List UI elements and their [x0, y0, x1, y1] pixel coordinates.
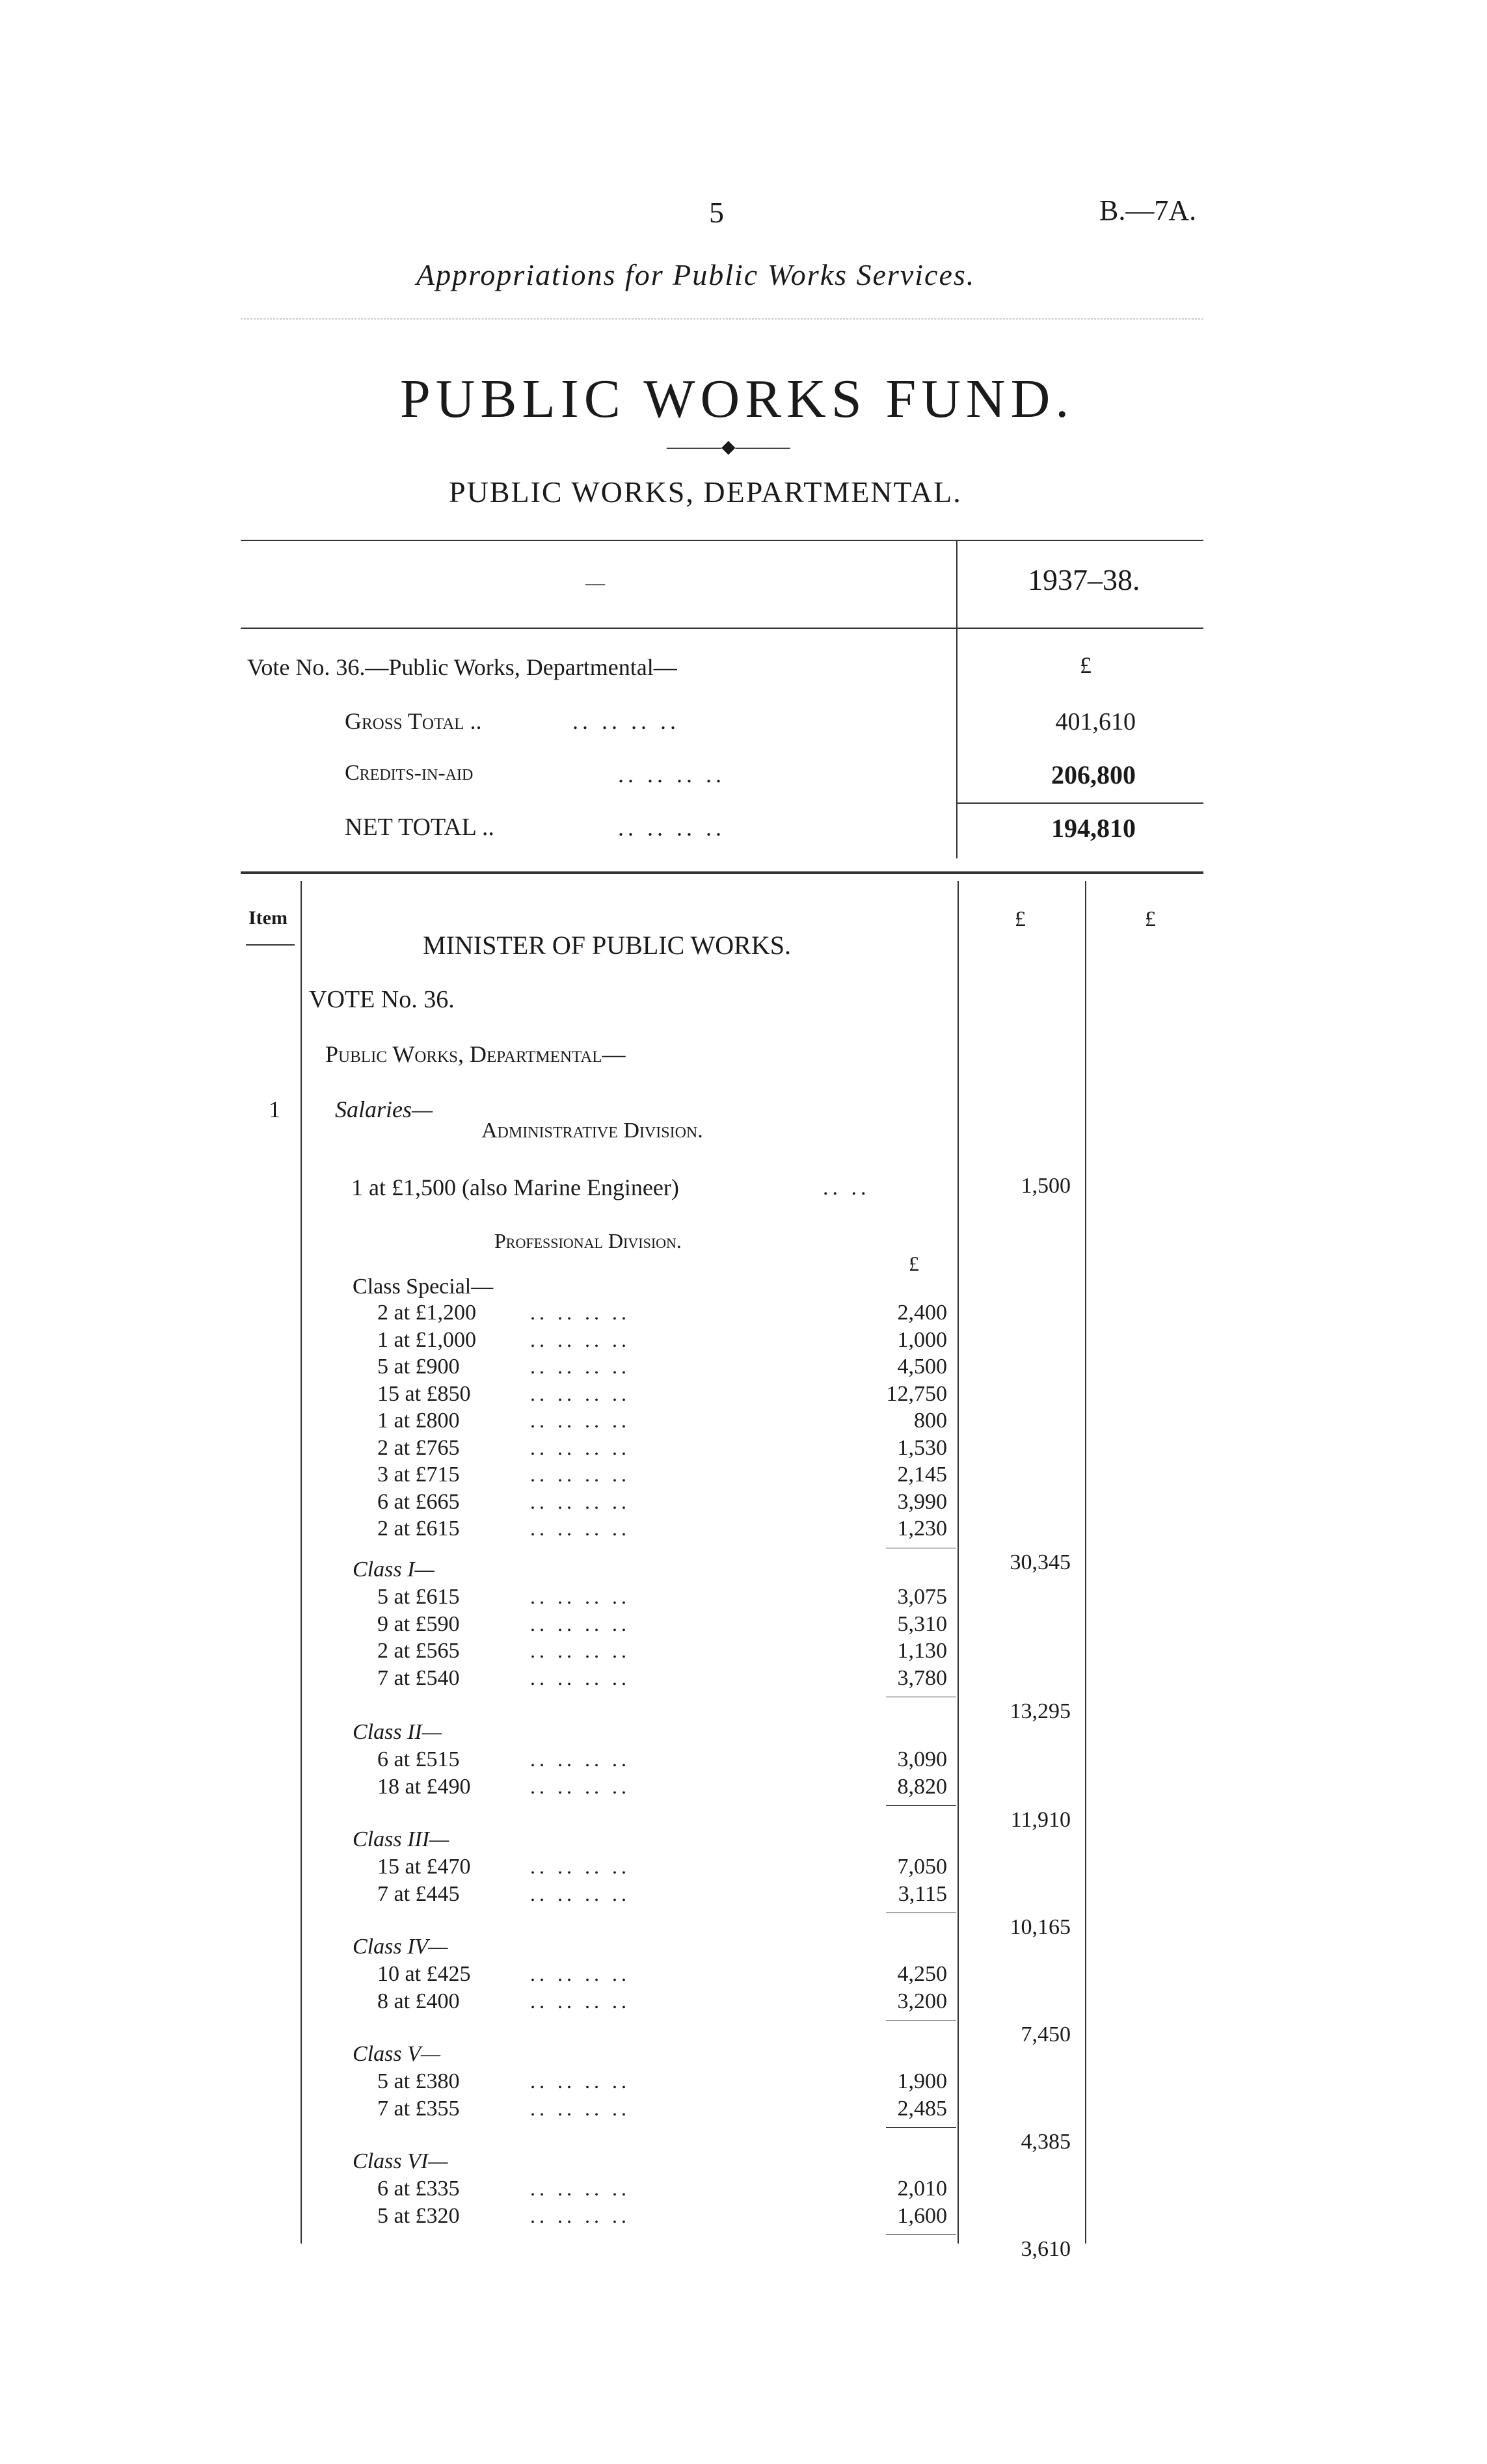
class-row-amount: 2,485	[897, 2096, 947, 2121]
class-row-leader: .. .. .. ..	[530, 1855, 630, 1878]
page-title: PUBLIC WORKS FUND.	[400, 369, 1075, 429]
class-heading: Class III—	[353, 1827, 449, 1851]
class-row-amount: 7,050	[897, 1855, 947, 1879]
class-total: 13,295	[1010, 1699, 1071, 1723]
class-row-leader: .. .. .. ..	[530, 1747, 630, 1771]
class-row-label: 7 at £540	[377, 1665, 460, 1690]
class-row-amount: 1,600	[897, 2203, 947, 2228]
class-row-leader: .. .. .. ..	[530, 1989, 630, 2013]
class-subtotal-rule	[886, 2127, 956, 2128]
credits-in-aid-label: Credits-in-aid	[345, 761, 474, 785]
class-row-leader: .. .. .. ..	[530, 1881, 630, 1905]
class-row-leader: .. .. .. ..	[530, 1463, 630, 1486]
class-row-label: 1 at £800	[377, 1409, 460, 1433]
class-total: 7,450	[1021, 2022, 1071, 2047]
professional-division-heading: Professional Division.	[494, 1229, 682, 1252]
class-row-leader: .. .. .. ..	[530, 1639, 630, 1662]
class-row-label: 15 at £470	[377, 1855, 471, 1879]
vote-label: Vote No. 36.—Public Works, Departmental—	[247, 654, 677, 680]
class-row-label: 9 at £590	[377, 1611, 460, 1636]
class-row-amount: 4,500	[897, 1355, 947, 1379]
class-row-label: 6 at £335	[377, 2177, 460, 2201]
currency-header-2: £	[1145, 907, 1156, 931]
document-reference: B.—7A.	[1099, 194, 1197, 226]
class-row-leader: .. .. .. ..	[530, 1489, 630, 1513]
class-row-leader: .. .. .. ..	[530, 1327, 630, 1351]
class-row-leader: .. .. .. ..	[530, 1611, 630, 1636]
class-row-label: 3 at £715	[377, 1463, 460, 1487]
credits-in-aid-value: 206,800	[1051, 760, 1136, 789]
class-subtotal-rule	[886, 1805, 956, 1806]
summary-divider	[956, 540, 958, 858]
class-total: 3,610	[1021, 2237, 1071, 2261]
class-row-leader: .. .. .. ..	[530, 1665, 630, 1689]
class-row-amount: 800	[914, 1409, 947, 1433]
class-row-amount: 2,010	[897, 2177, 947, 2201]
class-total: 10,165	[1010, 1915, 1071, 1939]
class-row-leader: .. .. .. ..	[530, 1774, 630, 1798]
class-row-label: 5 at £615	[377, 1585, 460, 1609]
amount-column-divider	[1085, 881, 1086, 2244]
summary-top-rule	[241, 540, 1203, 541]
net-total-label: NET TOTAL ..	[345, 814, 494, 841]
credits-leader: .. .. .. ..	[618, 762, 725, 788]
class-row-amount: 2,400	[897, 1301, 947, 1325]
summary-year-header: 1937–38.	[1028, 563, 1140, 596]
running-title: Appropriations for Public Works Services.	[416, 258, 976, 291]
class-row-label: 2 at £565	[377, 1639, 460, 1663]
class-row-leader: .. .. .. ..	[530, 1409, 630, 1432]
class-row-leader: .. .. .. ..	[530, 2177, 630, 2200]
admin-line-leader: .. ..	[823, 1176, 870, 1200]
item-column-header: Item	[248, 907, 288, 929]
class-row-label: 2 at £765	[377, 1435, 460, 1460]
vote-heading: VOTE No. 36.	[309, 986, 455, 1013]
admin-line-total: 1,500	[1021, 1174, 1071, 1198]
summary-header-rule	[241, 628, 1203, 629]
class-row-leader: .. .. .. ..	[530, 1517, 630, 1540]
class-row-leader: .. .. .. ..	[530, 1435, 630, 1459]
class-row-amount: 4,250	[897, 1962, 947, 1986]
minister-heading: MINISTER OF PUBLIC WORKS.	[423, 931, 791, 960]
class-row-label: 5 at £320	[377, 2203, 460, 2228]
class-row-label: 2 at £1,200	[377, 1301, 477, 1325]
title-ornament: ———◆———	[667, 437, 790, 457]
sub-amount-currency: £	[909, 1252, 919, 1275]
class-row-leader: .. .. .. ..	[530, 2096, 630, 2120]
net-total-leader: .. .. .. ..	[618, 815, 725, 841]
section-heading: Public Works, Departmental—	[325, 1041, 626, 1067]
class-row-label: 6 at £665	[377, 1489, 460, 1514]
class-row-leader: .. .. .. ..	[530, 1301, 630, 1324]
class-subtotal-rule	[886, 2234, 956, 2235]
class-total: 4,385	[1021, 2130, 1071, 2154]
class-row-label: 8 at £400	[377, 1989, 460, 2013]
class-row-amount: 12,750	[886, 1381, 947, 1406]
class-row-label: 18 at £490	[377, 1774, 471, 1799]
currency-header-1: £	[1015, 907, 1026, 931]
class-row-amount: 1,900	[897, 2069, 947, 2093]
class-row-leader: .. .. .. ..	[530, 2069, 630, 2093]
class-heading: Class II—	[353, 1720, 442, 1744]
page-subtitle: PUBLIC WORKS, DEPARTMENTAL.	[449, 475, 962, 509]
class-row-amount: 1,530	[897, 1435, 947, 1460]
net-total-value: 194,810	[1051, 814, 1136, 843]
class-row-amount: 2,145	[897, 1463, 947, 1487]
class-row-label: 6 at £515	[377, 1747, 460, 1771]
class-row-amount: 3,990	[897, 1489, 947, 1514]
class-row-leader: .. .. .. ..	[530, 1962, 630, 1985]
class-row-amount: 1,130	[897, 1639, 947, 1663]
class-row-leader: .. .. .. ..	[530, 1355, 630, 1378]
class-row-label: 5 at £900	[377, 1355, 460, 1379]
administrative-division-heading: Administrative Division.	[481, 1119, 703, 1143]
gross-total-value: 401,610	[1055, 708, 1136, 735]
item-header-rule	[246, 944, 295, 946]
class-total: 11,910	[1010, 1808, 1071, 1832]
class-heading: Class VI—	[353, 2149, 448, 2173]
summary-blank-header: —	[585, 572, 605, 594]
class-heading: Class I—	[353, 1557, 435, 1582]
class-row-amount: 3,200	[897, 1989, 947, 2013]
class-row-leader: .. .. .. ..	[530, 1381, 630, 1405]
class-row-label: 2 at £615	[377, 1517, 460, 1541]
class-row-label: 15 at £850	[377, 1381, 471, 1406]
class-row-amount: 3,115	[898, 1881, 947, 1906]
class-total: 30,345	[1010, 1550, 1071, 1574]
class-row-label: 1 at £1,000	[377, 1327, 477, 1352]
class-heading: Class IV—	[353, 1935, 448, 1959]
class-row-amount: 1,000	[897, 1327, 947, 1352]
sub-amount-divider	[958, 881, 959, 2244]
net-total-rule	[956, 802, 1203, 804]
class-row-amount: 3,075	[897, 1585, 947, 1609]
class-row-leader: .. .. .. ..	[530, 1585, 630, 1608]
class-row-label: 7 at £445	[377, 1881, 460, 1906]
class-heading: Class V—	[353, 2042, 441, 2066]
page-number: 5	[709, 196, 724, 229]
admin-line-label: 1 at £1,500 (also Marine Engineer)	[351, 1174, 679, 1200]
class-row-amount: 8,820	[897, 1774, 947, 1799]
class-heading: Class Special—	[353, 1275, 494, 1299]
item-column-divider	[301, 881, 302, 2244]
item-number: 1	[269, 1096, 280, 1122]
summary-bottom-rule	[241, 871, 1203, 874]
class-row-amount: 3,780	[897, 1665, 947, 1690]
class-row-label: 10 at £425	[377, 1962, 471, 1986]
class-row-label: 5 at £380	[377, 2069, 460, 2093]
class-row-leader: .. .. .. ..	[530, 2203, 630, 2227]
salaries-heading: Salaries—	[335, 1096, 433, 1122]
class-row-label: 7 at £355	[377, 2096, 460, 2121]
class-row-amount: 1,230	[897, 1517, 947, 1541]
gross-total-leader: .. .. .. ..	[572, 708, 680, 734]
gross-total-label: Gross Total ..	[345, 708, 482, 734]
class-row-amount: 3,090	[897, 1747, 947, 1771]
class-row-amount: 5,310	[897, 1611, 947, 1636]
summary-currency: £	[1080, 652, 1092, 678]
